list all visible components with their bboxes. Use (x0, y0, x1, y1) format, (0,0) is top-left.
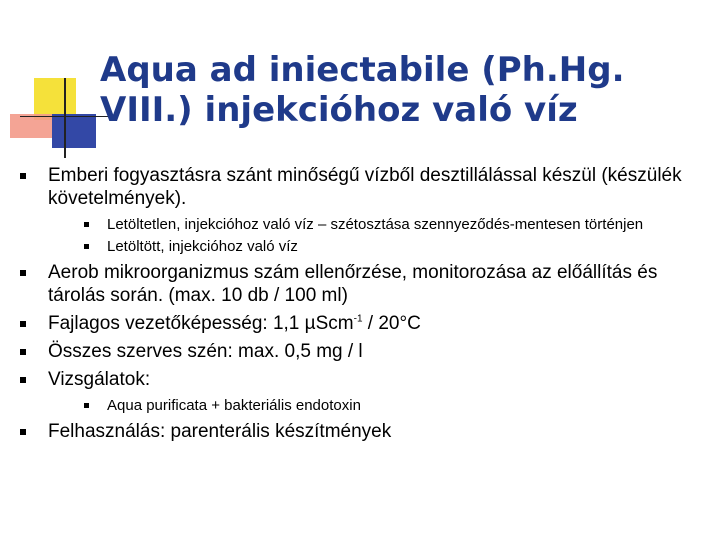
bullet-list (20, 164, 710, 448)
square-bullet-icon (20, 321, 26, 327)
bullet-item (20, 312, 710, 335)
square-bullet-icon (20, 173, 26, 179)
sub-bullet-list (48, 215, 710, 256)
temperature-text: / 20°C (362, 313, 421, 334)
decoration-red-square (10, 114, 52, 138)
decoration-horizontal-line (20, 116, 110, 117)
square-bullet-icon (84, 244, 89, 249)
bullet-text: Emberi fogyasztásra szánt minőségű vízből desztillálással készül (készülék követelmények). (48, 165, 682, 209)
sub-bullet-list (48, 396, 710, 415)
square-bullet-icon (20, 270, 26, 276)
sub-bullet-item (48, 237, 710, 256)
sub-bullet-text: Letöltött, injekcióhoz való víz (107, 238, 298, 255)
conductivity-text: Fajlagos vezetőképesség: 1,1 (48, 313, 305, 334)
bullet-item (20, 164, 710, 256)
bullet-text: Aerob mikroorganizmus szám ellenőrzése, monitorozása az előállítás és tárolás során. (max. 10 db / 100 ml) (48, 262, 658, 306)
bullet-text: Összes szerves szén: max. 0,5 mg / l (48, 341, 363, 362)
slide-title (100, 50, 700, 130)
square-bullet-icon (20, 377, 26, 383)
bullet-text: Vizsgálatok: (48, 369, 151, 390)
bullet-item (20, 340, 710, 363)
unit-text: Scm (315, 313, 354, 334)
slide-title-line-2: VIII.) injekcióhoz való víz (100, 90, 578, 130)
sub-bullet-item (48, 215, 710, 234)
slide-title-line-1: Aqua ad iniectabile (Ph.Hg. (100, 50, 625, 90)
bullet-item (20, 261, 710, 307)
square-bullet-icon (84, 403, 89, 408)
sub-bullet-text: Letöltetlen, injekcióhoz való víz – szétosztása szennyeződés-mentesen történjen (107, 216, 644, 233)
square-bullet-icon (20, 349, 26, 355)
unit-exponent: -1 (353, 313, 363, 325)
decoration-blue-square (52, 114, 96, 148)
square-bullet-icon (84, 222, 89, 227)
bullet-item (20, 420, 710, 443)
decoration-vertical-line (64, 78, 66, 158)
micro-symbol: µ (304, 313, 316, 334)
bullet-text: Felhasználás: parenterális készítmények (48, 421, 392, 442)
sub-bullet-item (48, 396, 710, 415)
square-bullet-icon (20, 429, 26, 435)
bullet-item (20, 368, 710, 415)
sub-bullet-text: Aqua purificata + bakteriális endotoxin (107, 397, 361, 414)
bullet-text (48, 313, 421, 334)
